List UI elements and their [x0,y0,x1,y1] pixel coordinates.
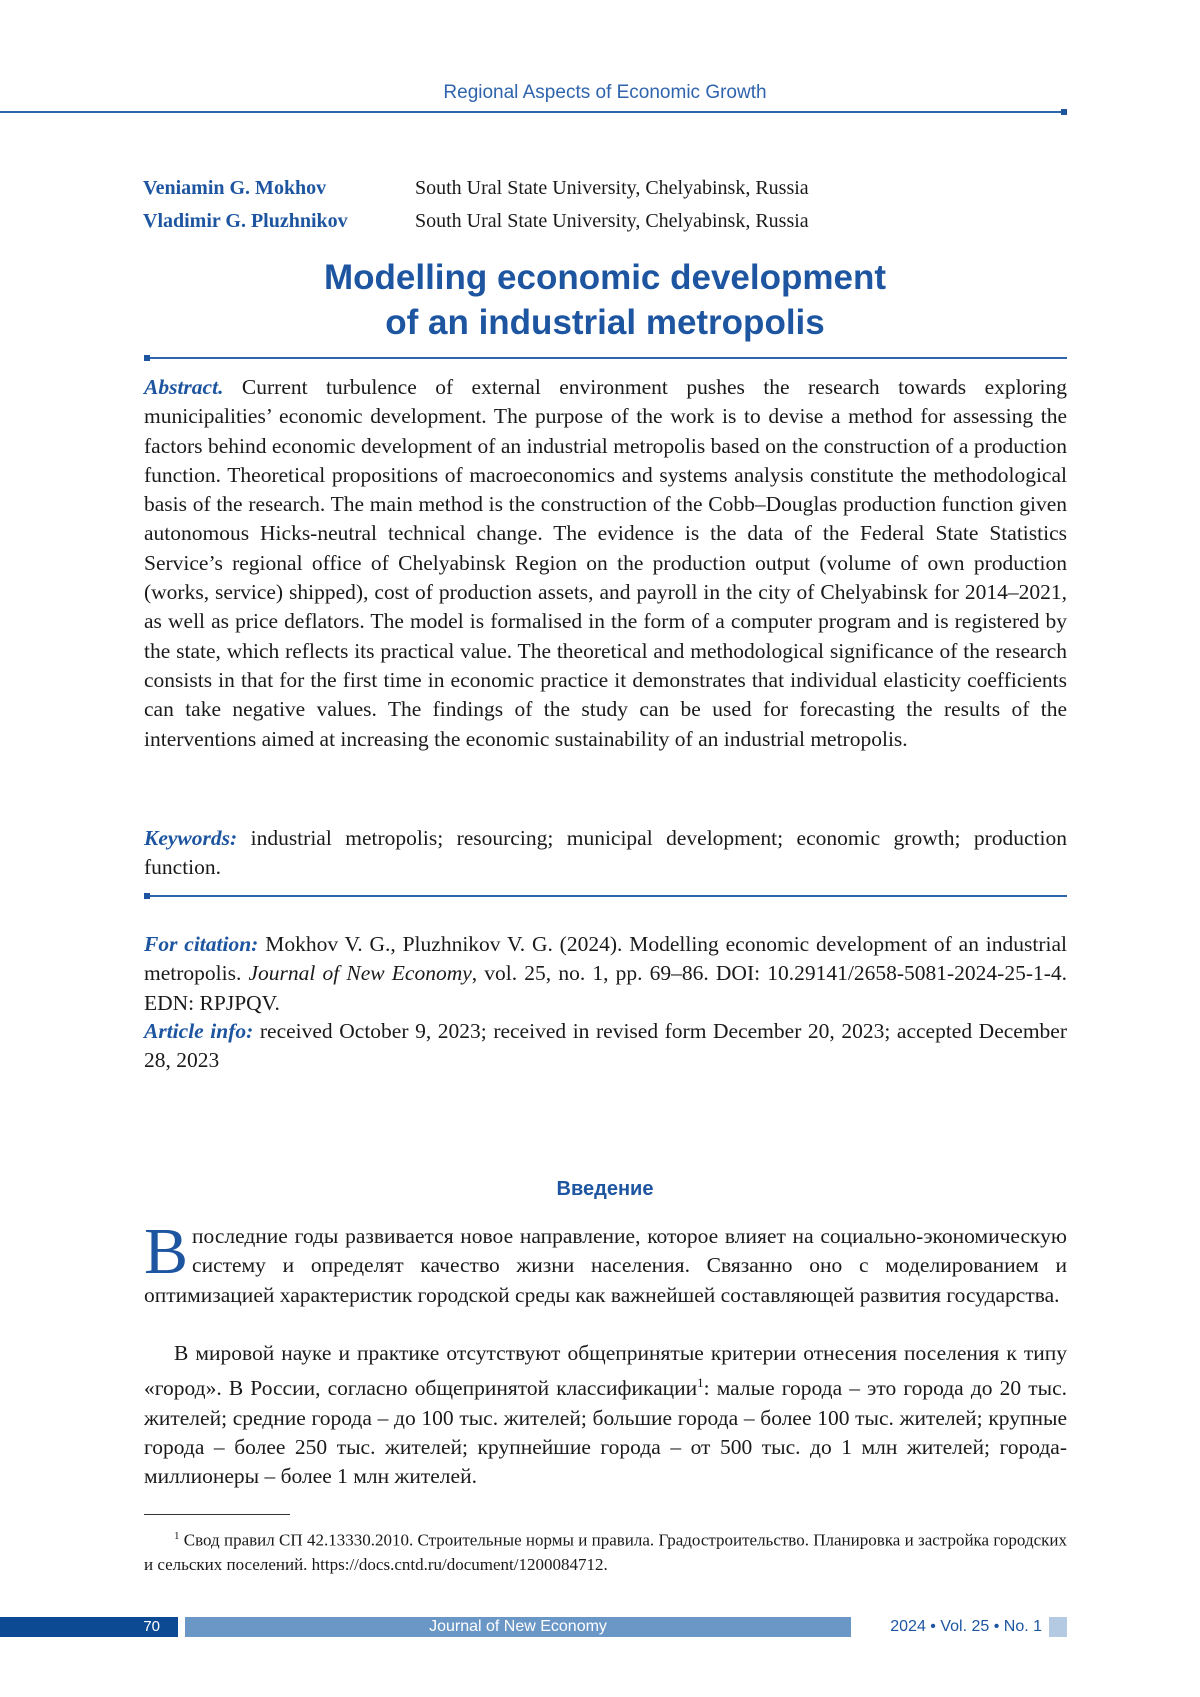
header-rule [0,111,1067,113]
author-name: Veniamin G. Mokhov [143,172,415,205]
article-title [0,255,1200,345]
page-footer [0,1617,1200,1637]
article-info-label: Article info: [144,1019,253,1043]
intro-paragraph-1 [144,1222,1067,1310]
article-info-text: received October 9, 2023; received in revised form December 20, 2023; accepted December 28, 2023 [144,1019,1067,1072]
citation-text: Mokhov V. G., Pluzhnikov V. G. (2024). Modelling economic development of an industrial metropolis. [144,932,1067,985]
title-line: Modelling economic development [0,255,1200,300]
page-number: 70 [0,1617,178,1637]
footnote-rule [144,1514,290,1515]
citation-text-end: , vol. 25, no. 1, pp. 69–86. DOI: 10.29141/2658-5081-2024-25-1-4. EDN: RPJPQV. [144,961,1067,1014]
section-heading: Введение [0,1178,1200,1201]
keywords-label: Keywords: [144,826,237,850]
paragraph-text: : малые города – это города до 20 тыс. жителей; средние города – до 100 тыс. жителей; большие города – более 100 тыс. жителей; крупные города – более 250 тыс. жителей; крупнейшие города – от 500 тыс. до 1 млн жителей; города-миллионеры – более 1 млн жителей. [144,1376,1067,1488]
abstract-label: Abstract. [144,375,223,399]
author-name: Vladimir G. Pluzhnikov [143,205,415,238]
authors [143,172,809,238]
footnote-text: Свод правил СП 42.13330.2010. Строительные нормы и правила. Градостроительство. Планировка и застройка городских и сельских поселений. https://docs.cntd.ru/document/1200084712. [144,1531,1067,1574]
author-affiliation: South Ural State University, Chelyabinsk, Russia [415,172,809,205]
citation-label: For citation: [144,932,258,956]
intro-paragraph-2 [144,1339,1067,1492]
citation-journal: Journal of New Economy [249,961,472,985]
footer-journal: Journal of New Economy [185,1617,851,1637]
paragraph-text: В мировой науке и практике отсутствуют общепринятые критерии отнесения поселения к типу «город». В России, согласно общепринятой классификации [144,1341,1067,1400]
footnote-mark: 1 [174,1530,180,1542]
drop-cap: В [144,1226,188,1278]
running-header: Regional Aspects of Economic Growth [0,82,1200,104]
abstract-top-rule [144,357,1067,359]
footnote [144,1524,1067,1577]
author-row [143,205,809,238]
citation [144,930,1067,1018]
abstract-text: Current turbulence of external environment pushes the research towards exploring municipalities’ economic development. The purpose of the work is to devise a method for assessing the factors behind economic development of an industrial metropolis based on the construction of a production function. Theoretical propositions of macroeconomics and systems analysis constitute the methodological basis of the research. The main method is the construction of the Cobb–Douglas production function given autonomous Hicks-neutral technical change. The evidence is the data of the Federal State Statistics Service’s regional office of Chelyabinsk Region on the production output (volume of own production (works, service) shipped), cost of production assets, and payroll in the city of Chelyabinsk for 2014–2021, as well as price deflators. The model is formalised in the form of a computer program and is registered by the state, which reflects its practical value. The theoretical and methodological significance of the research consists in that for the first time in economic practice it demonstrates that individual elasticity coefficients can take negative values. The findings of the study can be used for forecasting the results of the interventions aimed at increasing the economic sustainability of an industrial metropolis. [144,375,1067,751]
footnote-ref[interactable]: 1 [697,1375,704,1390]
title-line: of an industrial metropolis [0,300,1200,345]
article-info [144,1017,1067,1076]
footer-square [1049,1617,1067,1637]
paragraph-text: последние годы развивается новое направление, которое влияет на социально-экономическую систему и определят качество жизни населения. Связанно оно с моделированием и оптимизацией характеристик городской среды как важнейшей составляющей развития государства. [144,1224,1067,1307]
footer-issue: 2024 • Vol. 25 • No. 1 [864,1617,1042,1637]
abstract [144,373,1067,754]
keywords [144,824,1067,883]
author-affiliation: South Ural State University, Chelyabinsk, Russia [415,205,809,238]
keywords-text: industrial metropolis; resourcing; municipal development; economic growth; production function. [144,826,1067,879]
author-row [143,172,809,205]
abstract-bottom-rule [144,895,1067,897]
